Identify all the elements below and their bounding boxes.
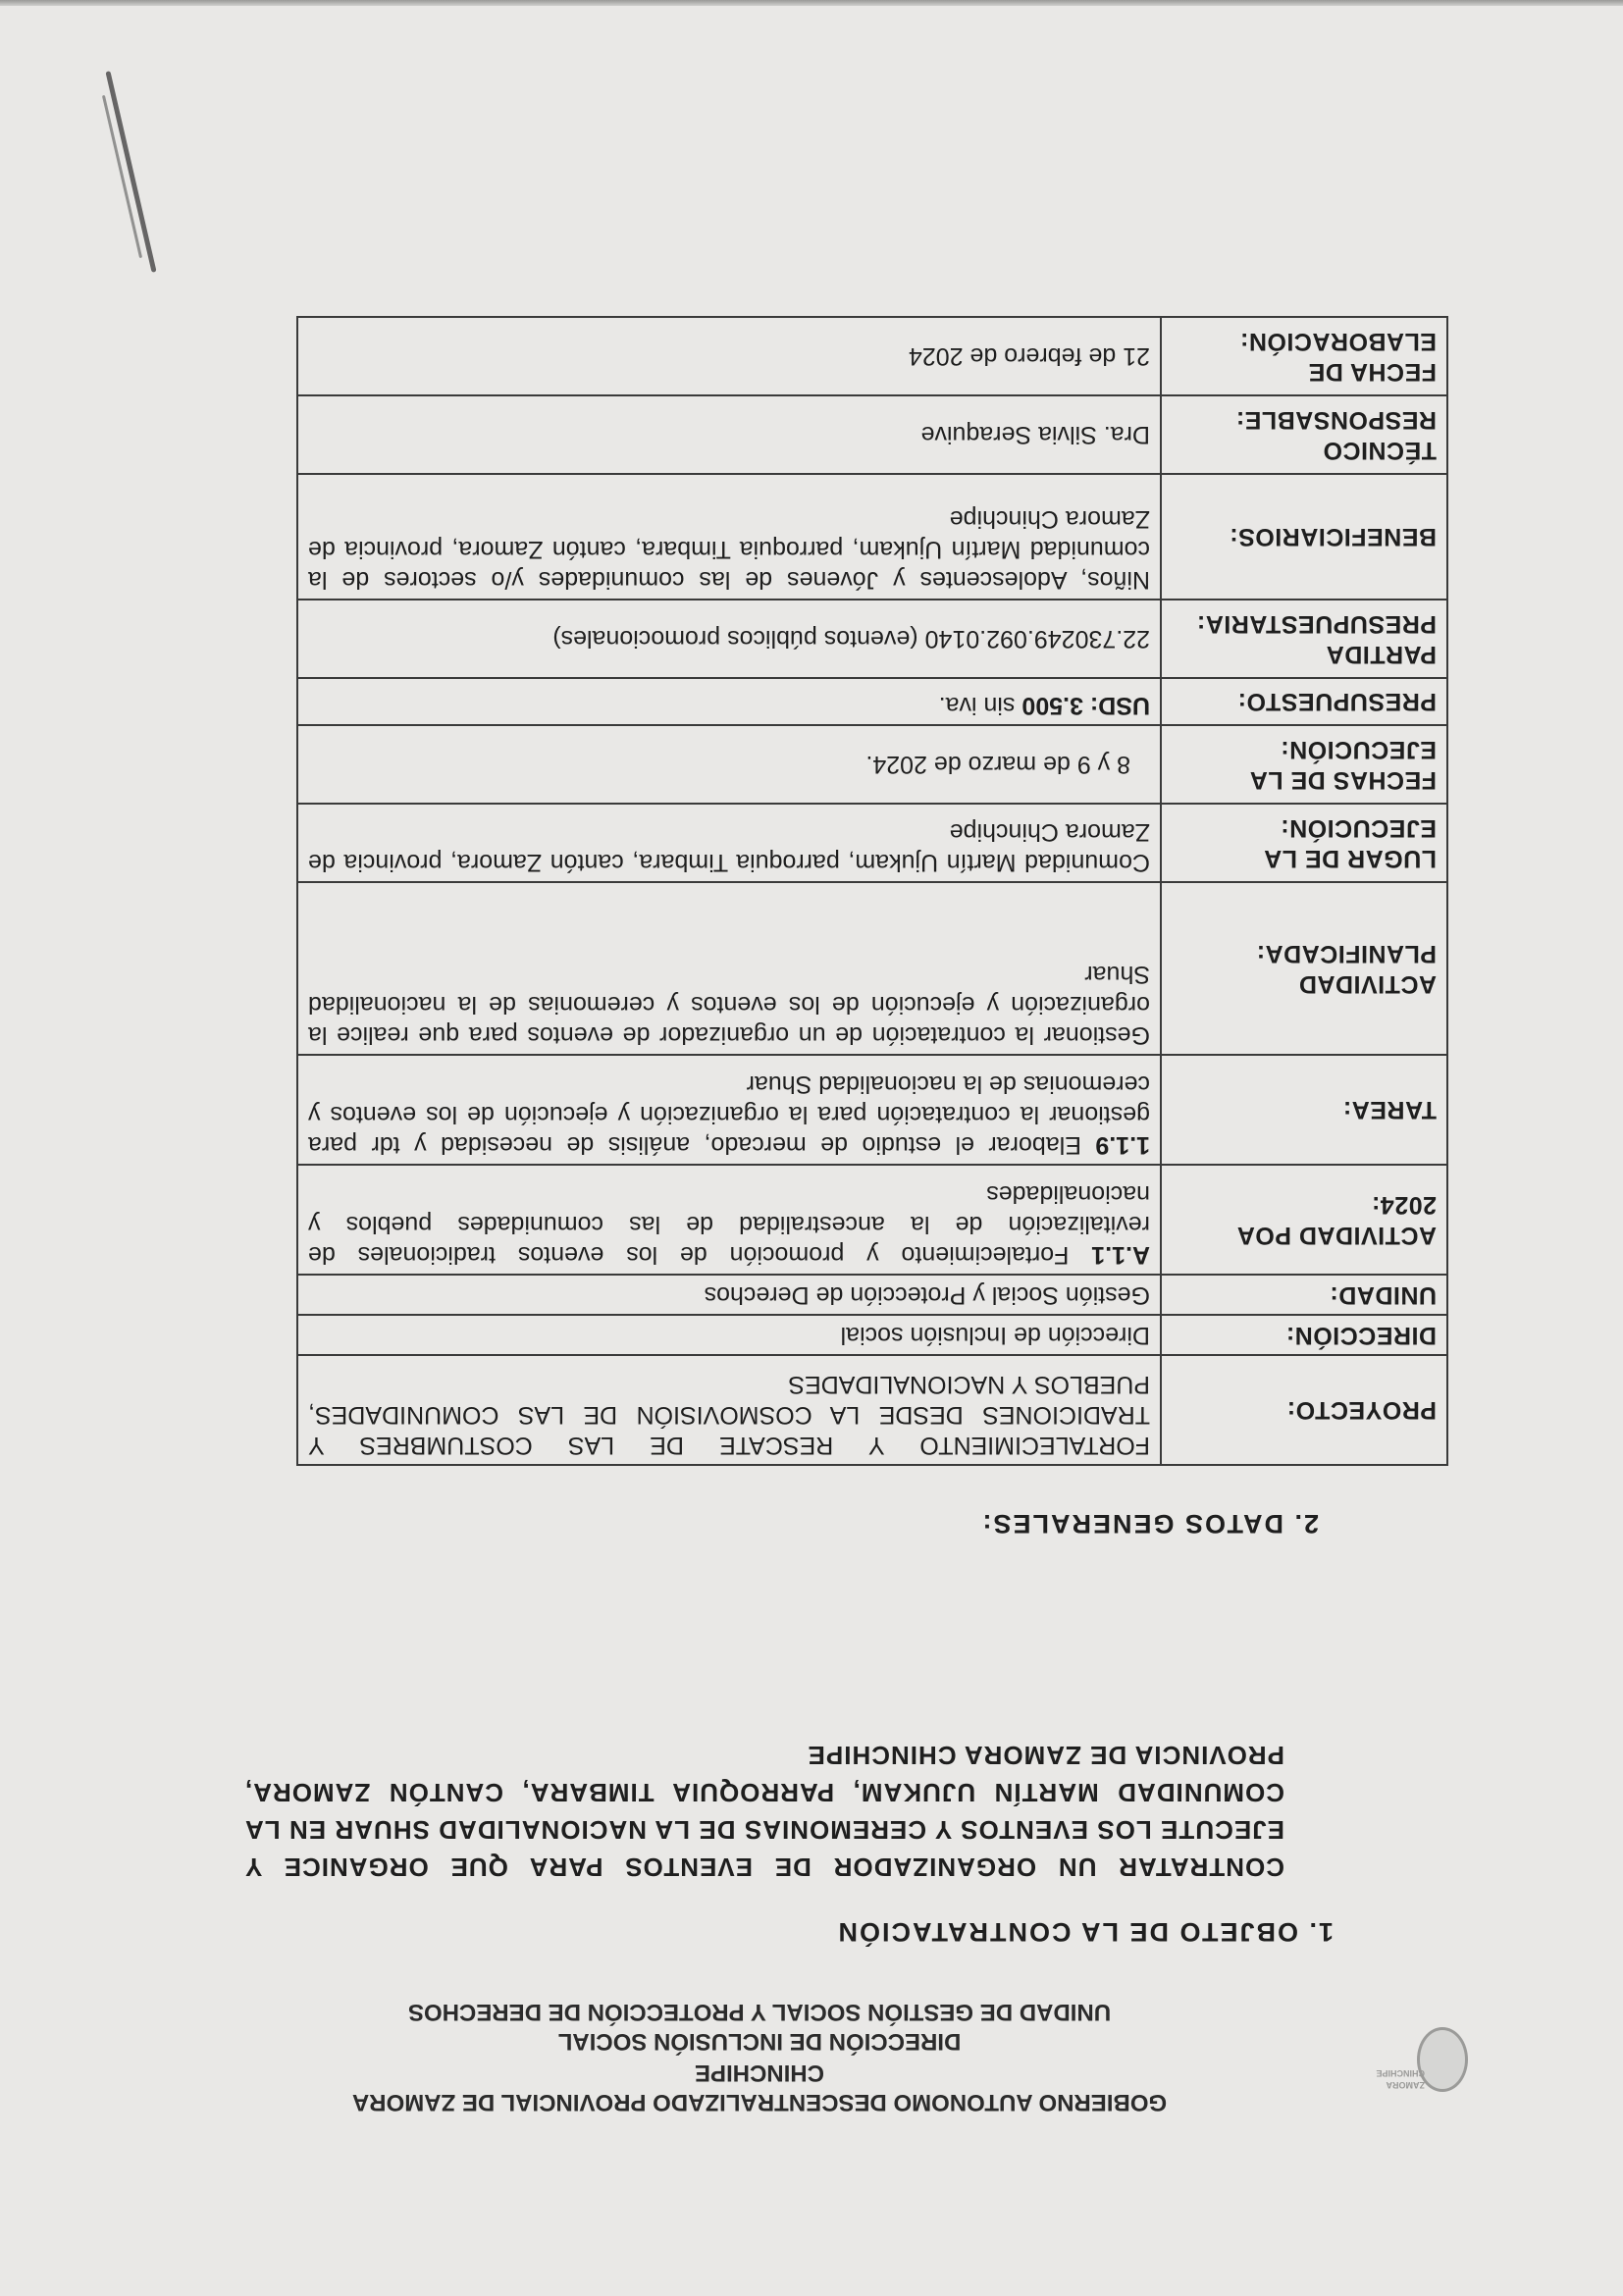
table-row bbox=[297, 1355, 1447, 1465]
row-label: PARTIDA PRESUPUESTARIA: bbox=[1161, 600, 1447, 678]
budget-note: sin iva. bbox=[938, 692, 1022, 719]
row-value: Dra. Silvia Seraquive bbox=[297, 395, 1161, 474]
table-row bbox=[297, 1055, 1447, 1165]
table-row bbox=[297, 317, 1447, 395]
section-title: 1. OBJETO DE LA CONTRATACIÓN bbox=[836, 1917, 1334, 1947]
table-row bbox=[297, 1275, 1447, 1315]
table-row bbox=[297, 804, 1447, 882]
header-line: GOBIERNO AUTONOMO DESCENTRALIZADO PROVINCIAL DE ZAMORA bbox=[351, 2089, 1168, 2115]
header-line: UNIDAD DE GESTIÓN SOCIAL Y PROTECCIÓN DE DERECHOS bbox=[407, 1999, 1112, 2025]
row-value: Gestionar la contratación de un organizador de eventos para que realice la organización y ejecución de los eventos y ceremonias de la nacionalidad Shuar bbox=[297, 882, 1161, 1055]
row-label: PROYECTO: bbox=[1161, 1355, 1447, 1465]
task-text: Elaborar el estudio de mercado, análisis de necesidad y tdr para gestionar la contratación para la organización y ejecución de los eventos y ceremonias de la nacionalidad Shuar bbox=[308, 1070, 1150, 1159]
row-value: FORTALECIMIENTO Y RESCATE DE LAS COSTUMBRES Y TRADICIONES DESDE LA COSMOVISIÓN DE LAS COMUNIDADES, PUEBLOS Y NACIONALIDADES bbox=[297, 1355, 1161, 1465]
row-label: LUGAR DE LA EJECUCIÓN: bbox=[1161, 804, 1447, 882]
row-value: 21 de febrero de 2024 bbox=[297, 317, 1161, 395]
row-value: Niños, Adolescentes y Jóvenes de las comunidades y/o sectores de la comunidad Martín Ujukam, parroquia Timbara, cantón Zamora, provincia de Zamora Chinchipe bbox=[297, 474, 1161, 600]
row-value: 8 y 9 de marzo de 2024. bbox=[297, 725, 1161, 804]
row-label: FECHA DE ELABORACIÓN: bbox=[1161, 317, 1447, 395]
general-data-table bbox=[296, 316, 1448, 1466]
activity-code: A.1.1 bbox=[1091, 1241, 1150, 1269]
activity-text: Fortalecimiento y promoción de los eventos tradicionales de revitalización de la ancestralidad de las comunidades pueblos y nacionalidades bbox=[308, 1180, 1150, 1269]
table-row bbox=[297, 725, 1447, 804]
row-value: Gestión Social y Protección de Derechos bbox=[297, 1275, 1161, 1315]
section-title: 2. DATOS GENERALES: bbox=[980, 1509, 1319, 1539]
table-row bbox=[297, 1165, 1447, 1275]
row-value bbox=[297, 1055, 1161, 1165]
header-line: CHINCHIPE bbox=[695, 2060, 825, 2086]
header-line: DIRECCIÓN DE INCLUSIÓN SOCIAL bbox=[557, 2028, 962, 2055]
row-label: ACTIVIDAD POA 2024: bbox=[1161, 1165, 1447, 1275]
row-label: BENEFICIARIOS: bbox=[1161, 474, 1447, 600]
row-label: TAREA: bbox=[1161, 1055, 1447, 1165]
object-text: CONTRATAR UN ORGANIZADOR DE EVENTOS PARA QUE ORGANICE Y EJECUTE LOS EVENTOS Y CEREMONIAS DE LA NACIONALIDAD SHUAR EN LA COMUNIDAD MARTÍN UJUKAM, PARROQUIA TIMBARA, CANTÓN ZAMORA, PROVINCIA DE ZAMORA CHINCHIPE bbox=[244, 1741, 1284, 1882]
row-value bbox=[297, 678, 1161, 725]
logo-text: CHINCHIPE bbox=[1376, 2068, 1425, 2078]
row-value: Comunidad Martín Ujukam, parroquia Timbara, cantón Zamora, provincia de Zamora Chinchipe bbox=[297, 804, 1161, 882]
table-row bbox=[297, 1315, 1447, 1355]
row-label: DIRECCIÓN: bbox=[1161, 1315, 1447, 1355]
institution-logo bbox=[1376, 2031, 1468, 2119]
row-value: Dirección de Inclusión social bbox=[297, 1315, 1161, 1355]
row-label: TÉCNICO RESPONSABLE: bbox=[1161, 395, 1447, 474]
budget-amount: USD: 3.500 bbox=[1021, 692, 1150, 719]
row-value: 22.730249.092.0140 (eventos públicos promocionales) bbox=[297, 600, 1161, 678]
logo-text: ZAMORA bbox=[1386, 2080, 1425, 2090]
row-label: FECHAS DE LA EJECUCIÓN: bbox=[1161, 725, 1447, 804]
pen-mark bbox=[102, 95, 142, 258]
scan-edge bbox=[0, 0, 1623, 6]
row-label: PRESUPUESTO: bbox=[1161, 678, 1447, 725]
row-label: UNIDAD: bbox=[1161, 1275, 1447, 1315]
task-code: 1.1.9 bbox=[1095, 1131, 1150, 1159]
row-value bbox=[297, 1165, 1161, 1275]
table-row bbox=[297, 600, 1447, 678]
row-label: ACTIVIDAD PLANIFICADA: bbox=[1161, 882, 1447, 1055]
table-row bbox=[297, 474, 1447, 600]
pen-mark bbox=[105, 71, 156, 273]
table-row bbox=[297, 395, 1447, 474]
table-row bbox=[297, 882, 1447, 1055]
table-row bbox=[297, 678, 1447, 725]
